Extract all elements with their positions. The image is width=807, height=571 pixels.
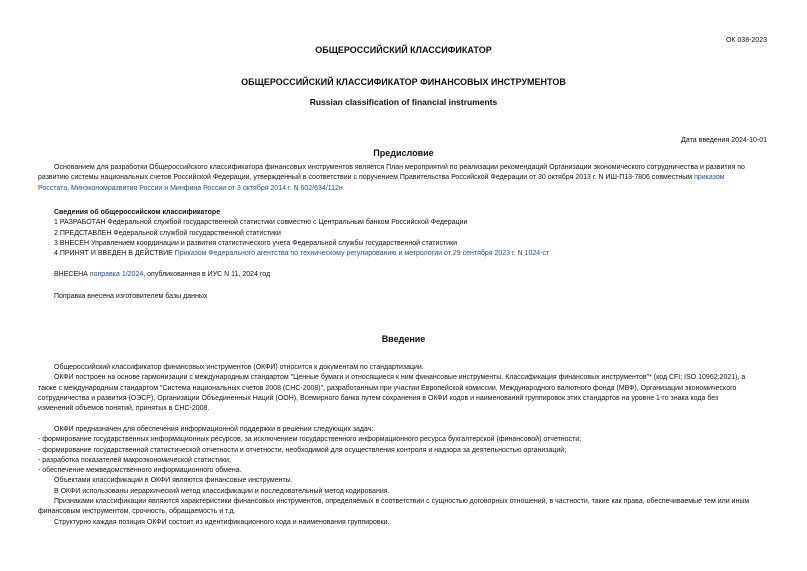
- preface-line-2: [38, 173, 807, 183]
- intro-paragraph-2: [38, 425, 807, 528]
- intro-paragraph-1: [38, 363, 807, 414]
- intro-date: Дата введения 2024-10-01: [681, 137, 767, 144]
- document-code: ОК 038-2023: [725, 37, 767, 44]
- intro-line: Структурно каждая позиция ОКФИ состоит из идентификационного кода и наименования группировки.: [54, 518, 390, 526]
- intro-line: финансовым инструментом, срочность, обращаемость и т.д.: [38, 508, 236, 516]
- info-item-2: 2 ПРЕДСТАВЛЕН Федеральной службой государственной статистики: [54, 229, 281, 237]
- english-title: Russian classification of financial instruments: [309, 97, 498, 107]
- intro-line: ОКФИ предназначен для обеспечения информационной поддержки в решении следующих задач:: [54, 426, 374, 433]
- amendment-link[interactable]: поправка 1/2024: [89, 271, 144, 278]
- intro-line: Объектами классификации в ОКФИ являются финансовые инструменты.: [54, 477, 293, 485]
- intro-line: В ОКФИ использованы иерархический метод классификации и последовательный метод кодирования.: [54, 487, 390, 495]
- header-title: ОБЩЕРОССИЙСКИЙ КЛАССИФИКАТОР: [315, 45, 492, 55]
- amendment-note: [38, 292, 807, 302]
- intro-line: - разработка показателей макроэкономической статистики;: [38, 456, 231, 464]
- preface-heading: Предисловие: [373, 148, 434, 158]
- amendment-line: [38, 270, 807, 280]
- intro-line: - формирование государственной статистической отчетности и отчетности, необходимой для осуществления контроля и надзора за деятельностью организаций;: [38, 446, 567, 454]
- info-item-4-text: 4 ПРИНЯТ И ВВЕДЕН В ДЕЙСТВИЕ: [54, 250, 175, 258]
- amendment-text-2: , опубликованная в ИУС N 11, 2024 год: [143, 271, 271, 278]
- amendment-text-1: ВНЕСЕНА: [54, 271, 90, 278]
- intro-line: Общероссийский классификатор финансовых инструментов (ОКФИ) относится к документам по стандартизации.: [54, 364, 424, 371]
- intro-line: ОКФИ построен на основе гармонизации с международным стандартом "Ценные бумаги и относящиеся к ним финансовые инструменты. Классификация финансовых инструментов"* (код CFI; ISO 10962:2021), а: [54, 374, 746, 382]
- intro-line: также с международным стандартом "Система национальных счетов 2008 (СНС-2008)", разработанным при участии Европейской комиссии, Международного валютного фонда (МВФ), Организации экономического: [38, 384, 737, 392]
- preface-paragraph: [38, 163, 807, 194]
- intro-heading: Введение: [381, 334, 426, 344]
- order-link-cont[interactable]: Росстата, Минэкономразвития России и Минфина России от 3 октября 2014 г. N 602/634/112н: [38, 184, 343, 192]
- intro-line: изменений объемов понятий, принятых в СНС-2008.: [38, 405, 210, 413]
- intro-line: - обеспечение межведомственного информационного обмена.: [38, 467, 242, 475]
- info-item-3: 3 ВНЕСЕН Управлением координации и развития статистического учета Федеральной службы государственной статистики: [54, 239, 458, 247]
- info-subheading: Сведения об общероссийском классификаторе: [54, 209, 221, 216]
- order-link[interactable]: приказом: [694, 174, 725, 182]
- preface-line-1: Основанием для разработки Общероссийского классификатора финансовых инструментов является План мероприятий по реализации рекомендаций Организации экономического сотрудничества и развития по: [54, 164, 745, 171]
- amendment-note-text: Поправка внесена изготовителем базы данных: [54, 293, 208, 300]
- info-item-1: 1 РАЗРАБОТАН Федеральной службой государственной статистики совместно с Центральным банком Российской Федерации: [54, 219, 468, 227]
- adoption-order-link[interactable]: Приказом Федерального агентства по техническому регулированию и метрологии от 29 сентября 2023 г. N 1024-ст: [174, 250, 550, 258]
- preface-line-2-text: развитию системы национальных счетов Российской Федерации, утвержденный в соответствии с поручением Правительства Российской Федерации от 30 октября 2013 г. N ИШ-П13-7806 совместным: [38, 174, 695, 182]
- intro-line: сотрудничества и развития (ОЭСР), Организации Объединенных Наций (ООН), Всемирного банка путем сохранения в ОКФИ кодов и наименований группировок этих стандартов на уровне 1-го знака кода без: [38, 394, 719, 402]
- main-title: ОБЩЕРОССИЙСКИЙ КЛАССИФИКАТОР ФИНАНСОВЫХ ИНСТРУМЕНТОВ: [241, 77, 566, 87]
- intro-line: Признаками классификации являются характеристики финансовых инструментов, определяемых в соответствии с сущностью договорных отношений, в частности, такие как права, обеспечиваемые тем или иным: [54, 498, 750, 506]
- intro-line: - формирование государственных информационных ресурсов, за исключением государственного информационного ресурса бухгалтерской (финансовой) отчетности;: [38, 436, 582, 444]
- info-item-4: [38, 249, 807, 259]
- preface-info: [38, 208, 807, 259]
